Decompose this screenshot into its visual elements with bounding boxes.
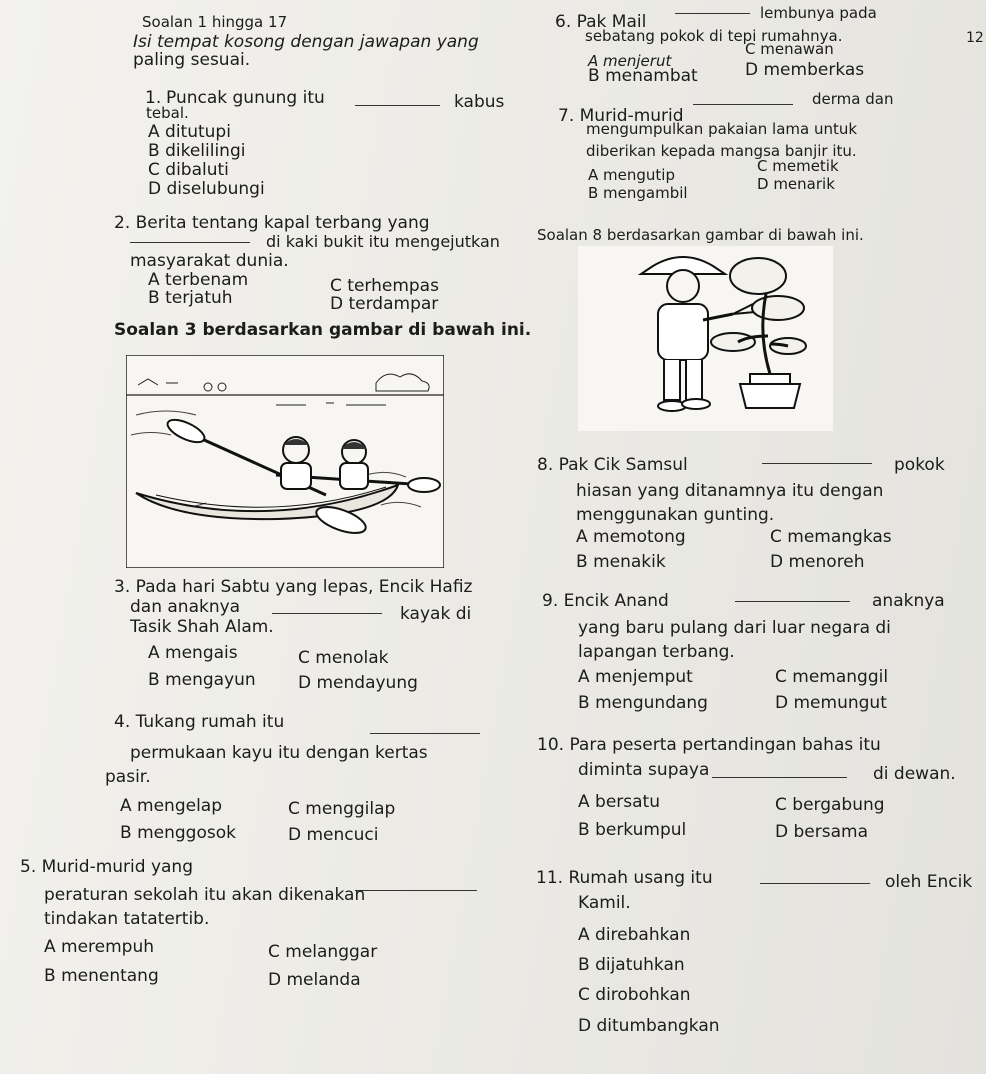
- q2-text-3: masyarakat dunia.: [130, 251, 289, 271]
- q8-intro: Soalan 8 berdasarkan gambar di bawah ini.: [537, 226, 864, 244]
- q7-option-d[interactable]: D menarik: [757, 175, 835, 193]
- q10-option-b[interactable]: B berkumpul: [578, 820, 687, 840]
- gardener-illustration: [578, 246, 833, 431]
- q4-text-2: permukaan kayu itu dengan kertas: [130, 743, 428, 763]
- q9-text-1: 9. Encik Anand: [542, 591, 669, 611]
- q6-text-1: 6. Pak Mail: [555, 12, 647, 32]
- q7-option-b[interactable]: B mengambil: [588, 184, 688, 202]
- q6-option-d[interactable]: D memberkas: [745, 60, 865, 80]
- q8-option-d[interactable]: D menoreh: [770, 552, 865, 572]
- q4-option-d[interactable]: D mencuci: [288, 825, 379, 845]
- q7-text-2: mengumpulkan pakaian lama untuk: [586, 120, 858, 138]
- q3-option-b[interactable]: B mengayun: [148, 670, 256, 690]
- q3-text-2a: dan anaknya: [130, 597, 241, 617]
- q10-text-2b: di dewan.: [873, 764, 956, 784]
- q10-blank: [712, 777, 847, 778]
- q8-text-1: 8. Pak Cik Samsul: [537, 455, 688, 475]
- q6-option-c[interactable]: C menawan: [745, 40, 834, 58]
- q7-blank: [693, 104, 793, 105]
- q1-option-c[interactable]: C dibaluti: [148, 160, 229, 180]
- q5-blank: [355, 890, 477, 891]
- page-number: 12: [966, 30, 984, 46]
- q3-intro: Soalan 3 berdasarkan gambar di bawah ini.: [114, 320, 532, 340]
- q7-option-a[interactable]: A mengutip: [588, 166, 675, 184]
- q7-text-3: diberikan kepada mangsa banjir itu.: [586, 142, 857, 160]
- q10-text-2a: diminta supaya: [578, 760, 710, 780]
- q5-text-1: 5. Murid-murid yang: [20, 857, 193, 877]
- instruction-line-2: paling sesuai.: [133, 50, 251, 70]
- q11-text-1b: oleh Encik: [885, 872, 973, 892]
- q11-option-a[interactable]: A direbahkan: [578, 925, 691, 945]
- q8-text-2: hiasan yang ditanamnya itu dengan: [576, 481, 884, 501]
- q1-text-1a: Puncak gunung itu: [166, 88, 325, 108]
- q9-text-1b: anaknya: [872, 591, 945, 611]
- q4-option-b[interactable]: B menggosok: [120, 823, 236, 843]
- q9-option-c[interactable]: C memanggil: [775, 667, 889, 687]
- q11-option-b[interactable]: B dijatuhkan: [578, 955, 685, 975]
- q6-option-b[interactable]: B menambat: [588, 66, 698, 86]
- q7-option-c[interactable]: C memetik: [757, 157, 839, 175]
- q3-blank: [272, 613, 382, 614]
- q1-blank: [355, 105, 440, 106]
- q5-option-c[interactable]: C melanggar: [268, 942, 378, 962]
- q5-text-3: tindakan tatatertib.: [44, 909, 210, 929]
- q10-option-d[interactable]: D bersama: [775, 822, 868, 842]
- section-title: Soalan 1 hingga 17: [142, 13, 288, 31]
- q8-option-a[interactable]: A memotong: [576, 527, 686, 547]
- q2-option-a[interactable]: A terbenam: [148, 270, 249, 290]
- q9-blank: [735, 601, 850, 602]
- q3-option-c[interactable]: C menolak: [298, 648, 389, 668]
- q2-blank: [130, 242, 250, 243]
- q9-option-b[interactable]: B mengundang: [578, 693, 708, 713]
- q3-text-3: Tasik Shah Alam.: [130, 617, 274, 637]
- instruction-line-1: Isi tempat kosong dengan jawapan yang: [133, 32, 479, 52]
- q11-text-2: Kamil.: [578, 893, 631, 913]
- q1-option-a[interactable]: A ditutupi: [148, 122, 231, 142]
- q5-option-a[interactable]: A merempuh: [44, 937, 155, 957]
- q5-option-d[interactable]: D melanda: [268, 970, 361, 990]
- q3-option-d[interactable]: D mendayung: [298, 673, 418, 693]
- q8-option-c[interactable]: C memangkas: [770, 527, 892, 547]
- q1-option-b[interactable]: B dikelilingi: [148, 141, 246, 161]
- q3-text-1: 3. Pada hari Sabtu yang lepas, Encik Hafiz: [114, 577, 473, 597]
- q6-text-2: sebatang pokok di tepi rumahnya.: [585, 27, 843, 45]
- q9-text-3: lapangan terbang.: [578, 642, 735, 662]
- q8-text-1b: pokok: [894, 455, 945, 475]
- q4-text-1: 4. Tukang rumah itu: [114, 712, 285, 732]
- q8-text-3: menggunakan gunting.: [576, 505, 775, 525]
- q9-option-d[interactable]: D memungut: [775, 693, 887, 713]
- q11-text-1: 11. Rumah usang itu: [536, 868, 713, 888]
- q11-blank: [760, 883, 870, 884]
- q5-option-b[interactable]: B menentang: [44, 966, 159, 986]
- q1-text-1b: kabus: [454, 92, 505, 112]
- q3-text-2b: kayak di: [400, 604, 472, 624]
- q6-option-a[interactable]: A menjerut: [588, 52, 672, 70]
- q3-option-a[interactable]: A mengais: [148, 643, 238, 663]
- q8-blank: [762, 463, 872, 464]
- q11-option-d[interactable]: D ditumbangkan: [578, 1016, 720, 1036]
- q2-option-b[interactable]: B terjatuh: [148, 288, 233, 308]
- q1-text-2: tebal.: [146, 104, 189, 122]
- q4-blank: [370, 733, 480, 734]
- q10-option-a[interactable]: A bersatu: [578, 792, 660, 812]
- q7-text-1: 7. Murid-murid: [558, 106, 684, 126]
- q6-text-1b: lembunya pada: [760, 4, 877, 22]
- q5-text-2: peraturan sekolah itu akan dikenakan: [44, 885, 366, 905]
- q4-option-a[interactable]: A mengelap: [120, 796, 223, 816]
- q4-option-c[interactable]: C menggilap: [288, 799, 396, 819]
- q7-text-1b: derma dan: [812, 90, 894, 108]
- q4-text-3: pasir.: [105, 767, 151, 787]
- q1-option-d[interactable]: D diselubungi: [148, 179, 265, 199]
- q8-option-b[interactable]: B menakik: [576, 552, 666, 572]
- q11-option-c[interactable]: C dirobohkan: [578, 985, 691, 1005]
- kayak-illustration: [126, 355, 444, 568]
- q10-option-c[interactable]: C bergabung: [775, 795, 885, 815]
- q1-number: 1.: [145, 88, 162, 108]
- q9-text-2: yang baru pulang dari luar negara di: [578, 618, 891, 638]
- q6-blank: [675, 13, 750, 14]
- q2-text-2: di kaki bukit itu mengejutkan: [266, 232, 500, 251]
- q9-option-a[interactable]: A menjemput: [578, 667, 693, 687]
- q2-option-d[interactable]: D terdampar: [330, 294, 439, 314]
- q2-text-1: 2. Berita tentang kapal terbang yang: [114, 213, 430, 233]
- q10-text-1: 10. Para peserta pertandingan bahas itu: [537, 735, 881, 755]
- q2-option-c[interactable]: C terhempas: [330, 276, 439, 296]
